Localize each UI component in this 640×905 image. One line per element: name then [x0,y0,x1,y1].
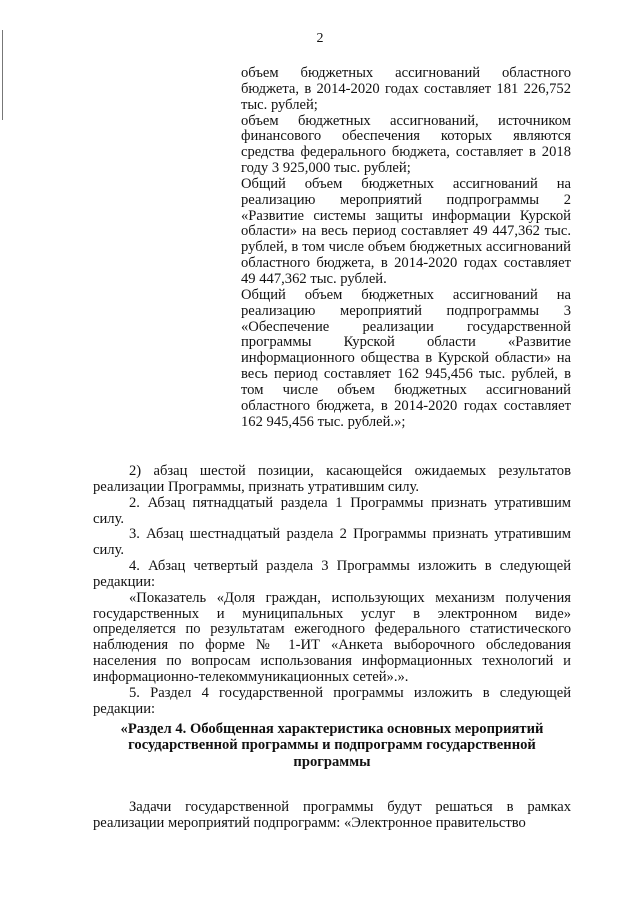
indicator-definition-quote: «Показатель «Доля граждан, использующих механизм получения государственных и муниципальных услуг в электронном виде» определяется по результатам ежегодного федерального статистического наблюдения по форме № 1-ИТ «Анкета выборочного обследования населения по вопросам использования информационных технологий и информационно-телекоммуникационных сетей».». [93,589,571,685]
page-number: 2 [316,31,324,46]
amendment-item-2: 2. Абзац пятнадцатый раздела 1 Программы признать утратившим силу. [93,494,571,527]
budget-allocation-block [241,66,571,430]
amendment-item-5: 5. Раздел 4 государственной программы изложить в следующей редакции: [93,684,571,717]
paragraph-subprogram-3: Общий объем бюджетных ассигнований на реализацию мероприятий подпрограммы 3 «Обеспечение реализации государственной программы Курской области «Развитие информационного общества в Курской области» на весь период составляет 162 945,456 тыс. рублей, в том числе объем бюджетных ассигнований областного бюджета, в 2014-2020 годах составляет 162 945,456 тыс. рублей.»; [241,286,571,430]
amendments-body [93,464,571,832]
amendment-item-1: 2) абзац шестой позиции, касающейся ожидаемых результатов реализации Программы, признать утратившим силу. [93,463,571,495]
paragraph-subprogram-2: Общий объем бюджетных ассигнований на реализацию мероприятий подпрограммы 2 «Развитие системы защиты информации Курской области» на весь период составляет 49 447,362 тыс. рублей, в том числе объем бюджетных ассигнований областного бюджета, в 2014-2020 годах составляет 49 447,362 тыс. рублей. [241,175,571,287]
amendment-item-4: 4. Абзац четвертый раздела 3 Программы изложить в следующей редакции: [93,558,571,590]
paragraph-federal-budget: объем бюджетных ассигнований, источником финансового обеспечения которых являются средства федерального бюджета, составляет в 2018 году 3 925,000 тыс. рублей; [241,112,571,177]
amendment-item-3: 3. Абзац шестнадцатый раздела 2 Программы признать утратившим силу. [93,526,571,559]
section-4-heading: «Раздел 4. Обобщенная характеристика основных мероприятий государственной программы и подпрограмм государственной программы [120,720,544,770]
closing-paragraph: Задачи государственной программы будут решаться в рамках реализации мероприятий подпрограмм: «Электронное правительство [93,799,571,831]
paragraph-regional-budget: объем бюджетных ассигнований областного бюджета, в 2014-2020 годах составляет 181 226,752 тыс. рублей; [241,65,571,113]
